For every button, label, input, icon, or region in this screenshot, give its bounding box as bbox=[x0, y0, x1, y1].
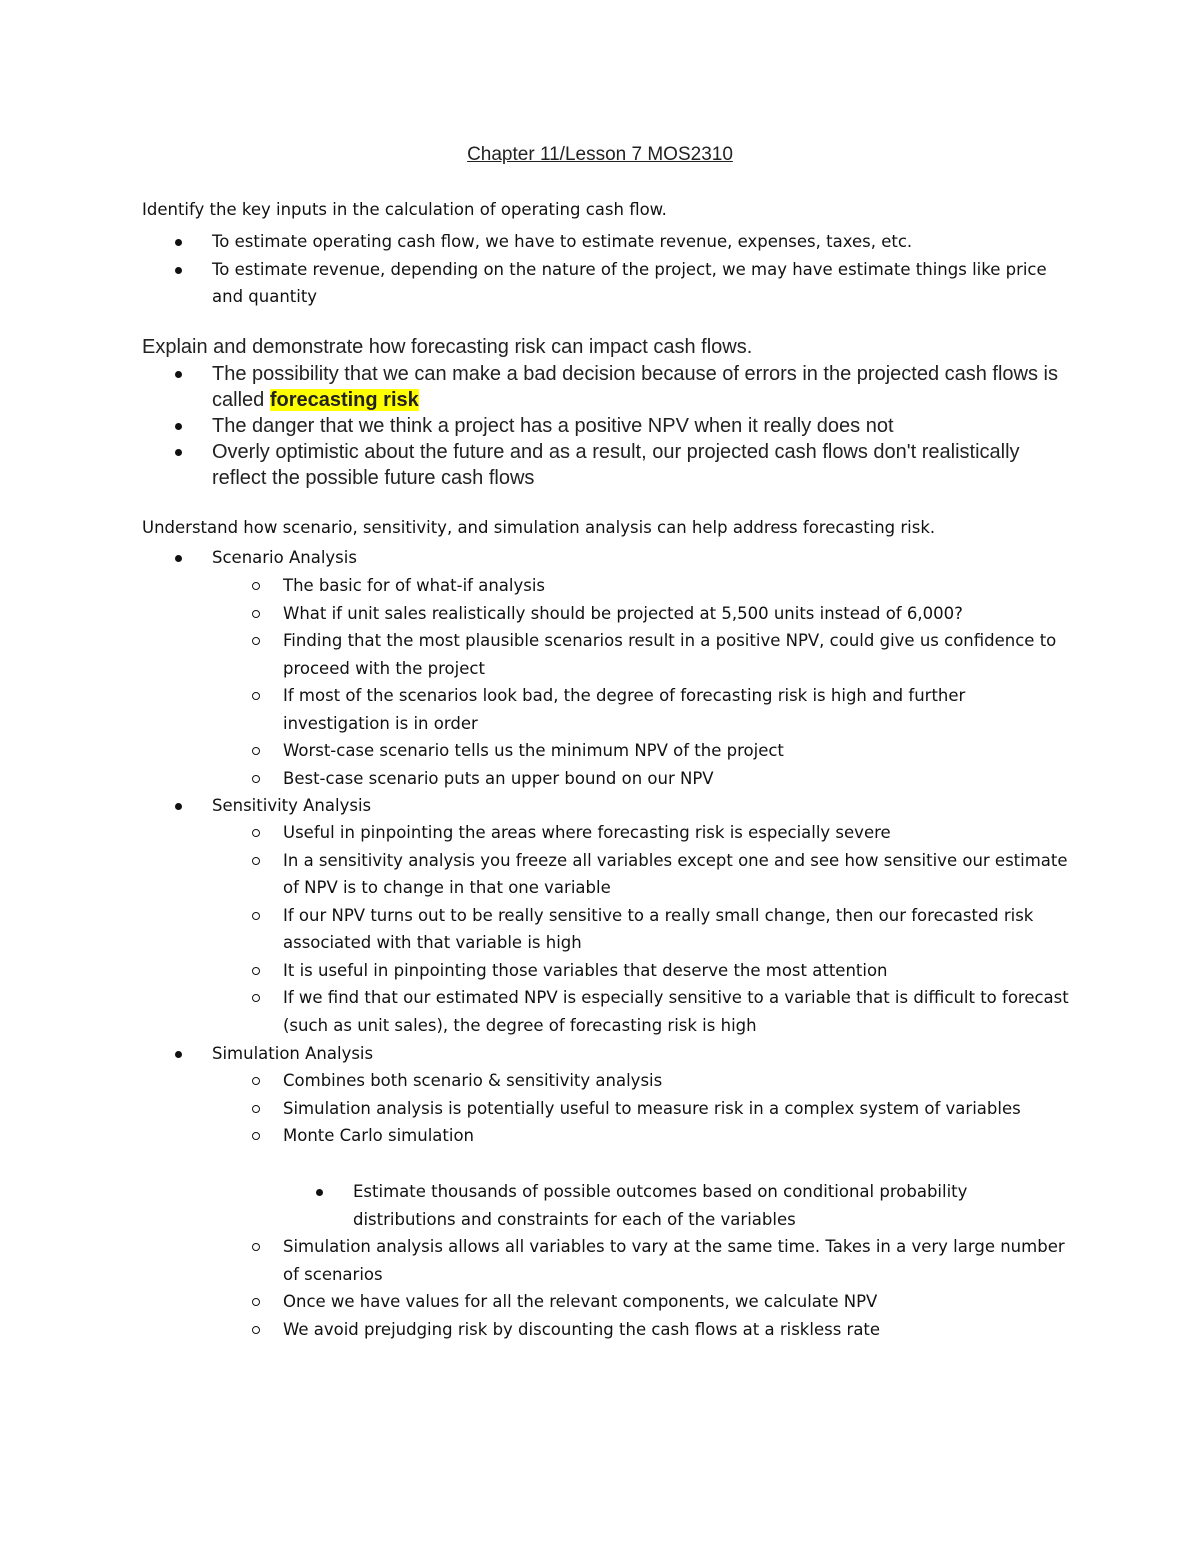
bullet-icon bbox=[175, 371, 182, 378]
list-item: Best-case scenario puts an upper bound on our NPV bbox=[283, 765, 1073, 793]
circle-bullet-icon bbox=[252, 582, 260, 590]
list-item: The basic for of what-if analysis bbox=[283, 572, 1073, 600]
list-item: Monte Carlo simulation bbox=[283, 1122, 1073, 1150]
bullet-icon bbox=[175, 449, 182, 456]
circle-bullet-icon bbox=[252, 1243, 260, 1251]
circle-bullet-icon bbox=[252, 967, 260, 975]
section2-list bbox=[212, 361, 1072, 491]
list-item-sensitivity: Sensitivity Analysis bbox=[212, 792, 1072, 820]
circle-bullet-icon bbox=[252, 1326, 260, 1334]
list-item: The danger that we think a project has a positive NPV when it really does not bbox=[212, 413, 1072, 439]
circle-bullet-icon bbox=[252, 775, 260, 783]
list-item: We avoid prejudging risk by discounting the cash flows at a riskless rate bbox=[283, 1316, 1073, 1344]
list-item: In a sensitivity analysis you freeze all variables except one and see how sensitive our estimate of NPV is to change in that one variable bbox=[283, 847, 1073, 902]
list-item: If our NPV turns out to be really sensitive to a really small change, then our forecasted risk associated with that variable is high bbox=[283, 902, 1073, 957]
list-item: If most of the scenarios look bad, the degree of forecasting risk is high and further investigation is in order bbox=[283, 682, 1073, 737]
circle-bullet-icon bbox=[252, 1132, 260, 1140]
sensitivity-list bbox=[283, 819, 1073, 1039]
list-item: Combines both scenario & sensitivity analysis bbox=[283, 1067, 1073, 1095]
scenario-list bbox=[283, 572, 1073, 792]
highlighted-term: forecasting risk bbox=[269, 389, 419, 411]
section3-heading: Understand how scenario, sensitivity, and simulation analysis can help address forecasting risk. bbox=[142, 518, 936, 537]
list-item: The possibility that we can make a bad decision because of errors in the projected cash flows is called forecasting risk bbox=[212, 361, 1072, 413]
page-title: Chapter 11/Lesson 7 MOS2310 bbox=[467, 144, 733, 165]
circle-bullet-icon bbox=[252, 1105, 260, 1113]
circle-bullet-icon bbox=[252, 610, 260, 618]
sensitivity-heading-list bbox=[212, 792, 1072, 820]
list-item: Simulation analysis is potentially useful to measure risk in a complex system of variables bbox=[283, 1095, 1073, 1123]
list-item: To estimate revenue, depending on the nature of the project, we may have estimate things like price and quantity bbox=[212, 256, 1072, 311]
list-item: Simulation analysis allows all variables to vary at the same time. Takes in a very large number of scenarios bbox=[283, 1233, 1073, 1288]
list-item: Overly optimistic about the future and as a result, our projected cash flows don't realistically reflect the possible future cash flows bbox=[212, 439, 1072, 491]
simulation-heading-list bbox=[212, 1040, 1072, 1068]
monte-carlo-list bbox=[353, 1178, 1073, 1233]
bullet-icon bbox=[175, 555, 182, 562]
list-item-simulation: Simulation Analysis bbox=[212, 1040, 1072, 1068]
bullet-icon bbox=[175, 239, 182, 246]
circle-bullet-icon bbox=[252, 994, 260, 1002]
list-item: Useful in pinpointing the areas where forecasting risk is especially severe bbox=[283, 819, 1073, 847]
list-item: To estimate operating cash flow, we have to estimate revenue, expenses, taxes, etc. bbox=[212, 228, 1072, 256]
list-item: Estimate thousands of possible outcomes based on conditional probability distributions and constraints for each of the variables bbox=[353, 1178, 1073, 1233]
bullet-icon bbox=[316, 1189, 323, 1196]
section1-heading: Identify the key inputs in the calculation of operating cash flow. bbox=[142, 200, 667, 219]
list-item: If we find that our estimated NPV is especially sensitive to a variable that is difficult to forecast (such as unit sales), the degree of forecasting risk is high bbox=[283, 984, 1073, 1039]
circle-bullet-icon bbox=[252, 829, 260, 837]
circle-bullet-icon bbox=[252, 1077, 260, 1085]
scenario-heading-list bbox=[212, 544, 1072, 572]
list-item-scenario: Scenario Analysis bbox=[212, 544, 1072, 572]
section2-heading: Explain and demonstrate how forecasting risk can impact cash flows. bbox=[142, 336, 753, 358]
circle-bullet-icon bbox=[252, 692, 260, 700]
circle-bullet-icon bbox=[252, 912, 260, 920]
simulation-list-b bbox=[283, 1233, 1073, 1343]
bullet-icon bbox=[175, 423, 182, 430]
list-item: It is useful in pinpointing those variables that deserve the most attention bbox=[283, 957, 1073, 985]
list-item: Once we have values for all the relevant components, we calculate NPV bbox=[283, 1288, 1073, 1316]
section1-list bbox=[212, 228, 1072, 311]
list-item: Worst-case scenario tells us the minimum NPV of the project bbox=[283, 737, 1073, 765]
circle-bullet-icon bbox=[252, 1298, 260, 1306]
list-item: Finding that the most plausible scenarios result in a positive NPV, could give us confidence to proceed with the project bbox=[283, 627, 1073, 682]
bullet-icon bbox=[175, 1051, 182, 1058]
circle-bullet-icon bbox=[252, 747, 260, 755]
simulation-list-a bbox=[283, 1067, 1073, 1150]
circle-bullet-icon bbox=[252, 637, 260, 645]
bullet-icon bbox=[175, 803, 182, 810]
list-item: What if unit sales realistically should be projected at 5,500 units instead of 6,000? bbox=[283, 600, 1073, 628]
circle-bullet-icon bbox=[252, 857, 260, 865]
bullet-icon bbox=[175, 267, 182, 274]
